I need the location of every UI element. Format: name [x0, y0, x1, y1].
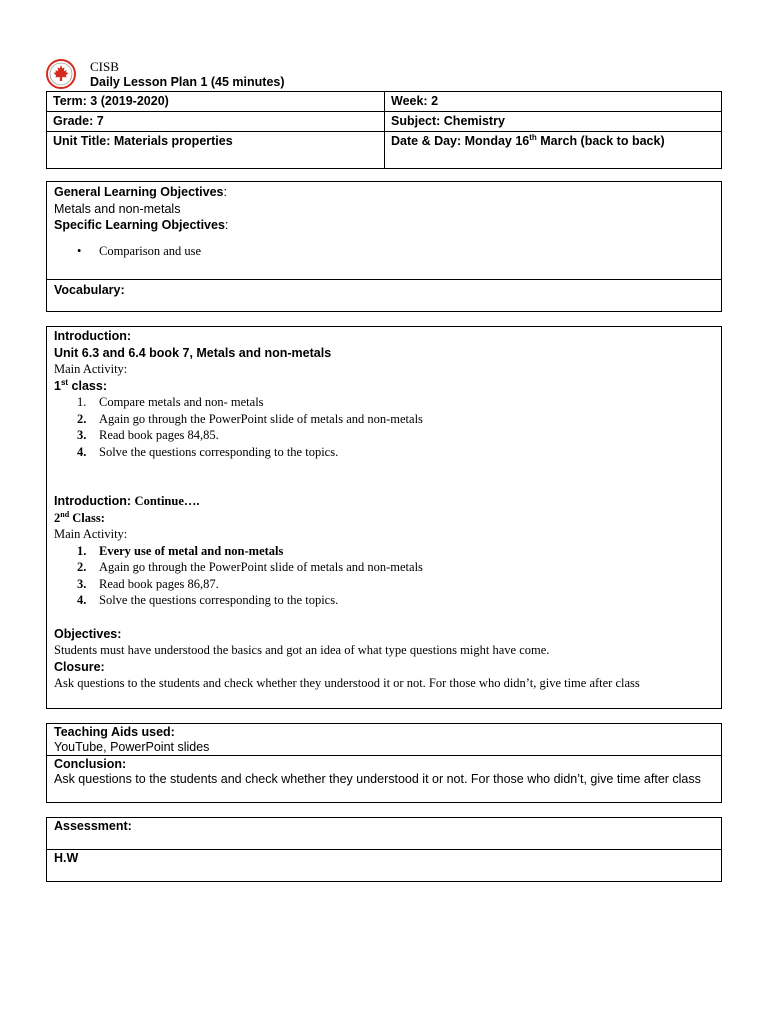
spacer [54, 460, 714, 493]
info-row-term [47, 92, 722, 112]
general-objectives-colon: : [223, 185, 227, 199]
general-objectives-label: General Learning Objectives [54, 185, 224, 199]
info-row-grade [47, 112, 722, 132]
class1-num: 1 [54, 378, 61, 393]
unit-title-cell: Unit Title: Materials properties [47, 132, 385, 169]
list-item: • Comparison and use [54, 243, 714, 259]
step-text: Read book pages 86,87. [99, 576, 219, 591]
objectives-label: Objectives: [54, 626, 122, 641]
list-item [54, 576, 714, 593]
introduction-label: Introduction: [54, 329, 132, 343]
continue-heading [54, 493, 714, 510]
conclusion-label: Conclusion: [54, 757, 127, 771]
spacer [54, 609, 714, 626]
list-item [54, 592, 714, 609]
specific-objectives-list [54, 243, 714, 259]
step-text: Again go through the PowerPoint slide of metals and non-metals [99, 411, 423, 426]
step-text: Again go through the PowerPoint slide of metals and non-metals [99, 560, 423, 574]
main-activity-label-1: Main Activity: [54, 362, 128, 376]
list-item [54, 543, 714, 560]
objectives-text: Students must have understood the basics and got an idea of what type questions might have come. [54, 643, 550, 657]
assessment-box [46, 817, 722, 882]
introduction-unit: Unit 6.3 and 6.4 book 7, Metals and non-metals [54, 345, 332, 360]
class2-num: 2 [54, 510, 61, 525]
step-number: 2. [77, 560, 87, 574]
step-number: 1. [77, 395, 87, 409]
assessment-label: Assessment: [54, 819, 132, 833]
school-logo [46, 59, 76, 89]
date-prefix: Date & Day: Monday 16 [391, 134, 530, 148]
teaching-aids-label: Teaching Aids used: [54, 725, 175, 739]
lesson-box [46, 326, 722, 709]
closure-label: Closure: [54, 659, 105, 674]
specific-objectives-heading [54, 217, 714, 234]
subject-cell: Subject: Chemistry [385, 112, 722, 132]
lesson-info-table [46, 91, 722, 169]
date-cell [385, 132, 722, 169]
step-number: 4. [77, 444, 87, 459]
list-item [54, 427, 714, 444]
vocabulary-section [47, 280, 721, 311]
lesson-section [47, 327, 721, 693]
assessment-section [47, 818, 721, 850]
class2-sup: nd [60, 509, 70, 519]
step-number: 3. [77, 428, 87, 442]
step-number: 1. [77, 543, 87, 558]
step-text: Every use of metal and non-metals [99, 543, 284, 558]
general-objectives-text: Metals and non-metals [54, 201, 181, 216]
class2-suffix: Class: [69, 510, 105, 525]
step-number: 4. [77, 593, 87, 607]
class2-heading [54, 510, 714, 527]
info-row-unit [47, 132, 722, 169]
homework-section [47, 850, 721, 881]
vocabulary-label: Vocabulary: [54, 283, 125, 297]
closure-text: Ask questions to the students and check whether they understood it or not. For those who didn’t, give time after class [54, 676, 640, 690]
list-item [54, 394, 714, 411]
class1-sup: st [60, 377, 69, 387]
specific-objectives-colon: : [224, 218, 229, 232]
homework-label: H.W [54, 851, 79, 865]
week-cell: Week: 2 [385, 92, 722, 112]
grade-cell: Grade: 7 [47, 112, 385, 132]
step-number: 2. [77, 411, 87, 426]
conclusion-section [47, 756, 721, 802]
class1-steps [54, 394, 714, 460]
step-text: Solve the questions corresponding to the topics. [99, 593, 339, 607]
conclusion-text: Ask questions to the students and check whether they understood it or not. For those who didn’t, give time after class [54, 772, 701, 786]
step-text: Solve the questions corresponding to the topics. [99, 444, 339, 459]
teaching-aids-section [47, 724, 721, 756]
general-objectives-heading [54, 184, 714, 201]
teaching-aids-text: YouTube, PowerPoint slides [54, 740, 210, 754]
class1-suffix: class: [68, 378, 107, 393]
class2-steps [54, 543, 714, 609]
continue-text: Continue…. [134, 494, 200, 508]
objectives-section [47, 182, 721, 280]
class1-heading [54, 378, 714, 395]
objectives-box [46, 181, 722, 312]
step-text: Compare metals and non- metals [99, 395, 264, 409]
specific-objectives-label: Specific Learning Objectives [54, 218, 225, 232]
plan-title: Daily Lesson Plan 1 (45 minutes) [90, 75, 285, 89]
teaching-aids-box [46, 723, 722, 803]
list-item [54, 444, 714, 461]
main-activity-label-2: Main Activity: [54, 527, 128, 541]
list-item [54, 411, 714, 428]
school-name: CISB [90, 59, 119, 74]
date-sup: th [529, 132, 537, 142]
continue-label: Introduction: [54, 494, 135, 508]
step-text: Read book pages 84,85. [99, 428, 219, 442]
step-number: 3. [77, 576, 87, 591]
list-item [54, 559, 714, 576]
term-cell: Term: 3 (2019-2020) [47, 92, 385, 112]
date-suffix: March (back to back) [536, 134, 665, 148]
